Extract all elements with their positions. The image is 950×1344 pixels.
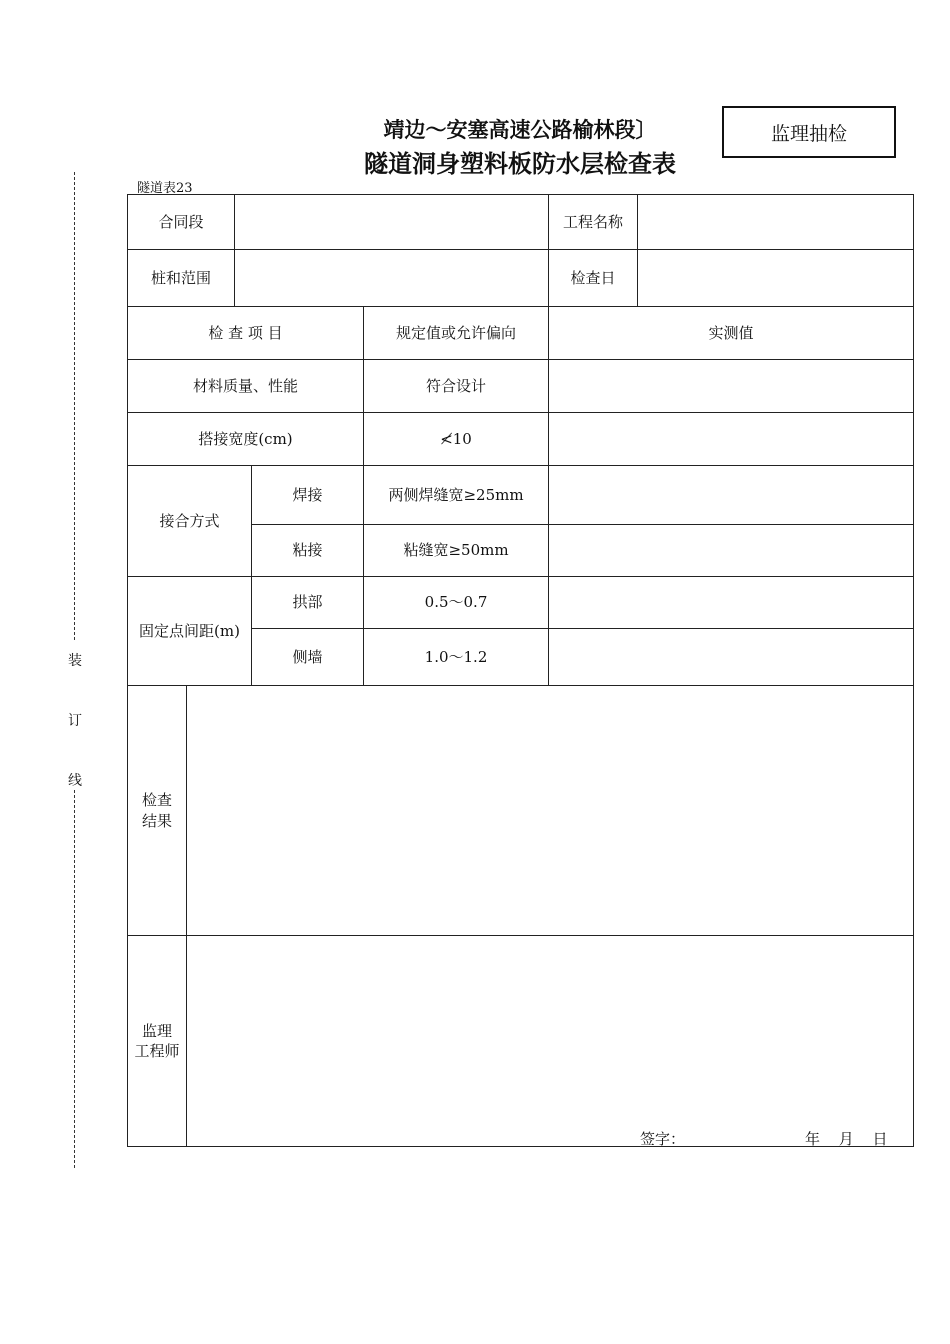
engineer-label-line1: 监理 bbox=[141, 1021, 172, 1040]
form-title-line1: 靖边～安塞高速公路榆林段〕 bbox=[383, 118, 657, 142]
arch-measured-field[interactable] bbox=[549, 577, 914, 629]
table-row bbox=[128, 413, 914, 466]
table-row bbox=[128, 466, 914, 525]
inspection-date-label: 检查日 bbox=[549, 250, 638, 307]
result-label-line2: 结果 bbox=[141, 811, 172, 830]
binding-line-top bbox=[74, 172, 75, 640]
signature-date: 年 月 日 bbox=[805, 1130, 888, 1148]
arch-item: 拱部 bbox=[252, 577, 364, 629]
engineer-row bbox=[128, 936, 914, 1147]
inspection-date-field[interactable] bbox=[638, 250, 914, 307]
overlap-item: 搭接宽度(cm) bbox=[128, 413, 364, 466]
fixing-spacing-label: 固定点间距(m) bbox=[128, 577, 252, 686]
supervision-stamp: 监理抽检 bbox=[722, 106, 896, 158]
overlap-spec: ≮10 bbox=[364, 413, 549, 466]
arch-spec: 0.5～0.7 bbox=[364, 577, 549, 629]
engineer-label bbox=[128, 936, 187, 1147]
engineer-opinion-field[interactable] bbox=[187, 936, 914, 1147]
sidewall-spec: 1.0～1.2 bbox=[364, 629, 549, 686]
project-name-label: 工程名称 bbox=[549, 195, 638, 250]
material-spec: 符合设计 bbox=[364, 360, 549, 413]
sidewall-item: 侧墙 bbox=[252, 629, 364, 686]
table-row bbox=[128, 360, 914, 413]
result-field[interactable] bbox=[187, 686, 914, 936]
form-title-line2: 隧道洞身塑料板防水层检查表 bbox=[364, 150, 676, 178]
weld-measured-field[interactable] bbox=[549, 466, 914, 525]
glue-spec: 粘缝宽≥50mm bbox=[364, 525, 549, 577]
form-number: 隧道表23 bbox=[137, 181, 193, 196]
result-row bbox=[128, 686, 914, 936]
material-measured-field[interactable] bbox=[549, 360, 914, 413]
result-label bbox=[128, 686, 187, 936]
column-header-row bbox=[128, 307, 914, 360]
col-header-measured: 实测值 bbox=[549, 307, 914, 360]
result-label-line1: 检查 bbox=[141, 791, 172, 810]
glue-item: 粘接 bbox=[252, 525, 364, 577]
weld-item: 焊接 bbox=[252, 466, 364, 525]
engineer-label-line2: 工程师 bbox=[134, 1042, 180, 1060]
project-name-field[interactable] bbox=[638, 195, 914, 250]
glue-measured-field[interactable] bbox=[549, 525, 914, 577]
binding-char-3: 线 bbox=[68, 773, 82, 789]
binding-char-2: 订 bbox=[68, 713, 82, 729]
overlap-measured-field[interactable] bbox=[549, 413, 914, 466]
binding-char-1: 装 bbox=[68, 653, 82, 669]
sidewall-measured-field[interactable] bbox=[549, 629, 914, 686]
table-row bbox=[128, 577, 914, 629]
col-header-spec: 规定值或允许偏向 bbox=[364, 307, 549, 360]
col-header-item: 检 查 项 目 bbox=[128, 307, 364, 360]
binding-line-bottom bbox=[74, 790, 75, 1168]
station-row bbox=[128, 250, 914, 307]
station-range-field[interactable] bbox=[235, 250, 549, 307]
joint-method-label: 接合方式 bbox=[128, 466, 252, 577]
contract-label: 合同段 bbox=[128, 195, 235, 250]
weld-spec: 两侧焊缝宽≥25mm bbox=[364, 466, 549, 525]
material-item: 材料质量、性能 bbox=[128, 360, 364, 413]
contract-field[interactable] bbox=[235, 195, 549, 250]
contract-row bbox=[128, 195, 914, 250]
signature-label: 签字： bbox=[640, 1130, 686, 1148]
station-range-label: 桩和范围 bbox=[128, 250, 235, 307]
inspection-form-table bbox=[127, 194, 914, 1147]
